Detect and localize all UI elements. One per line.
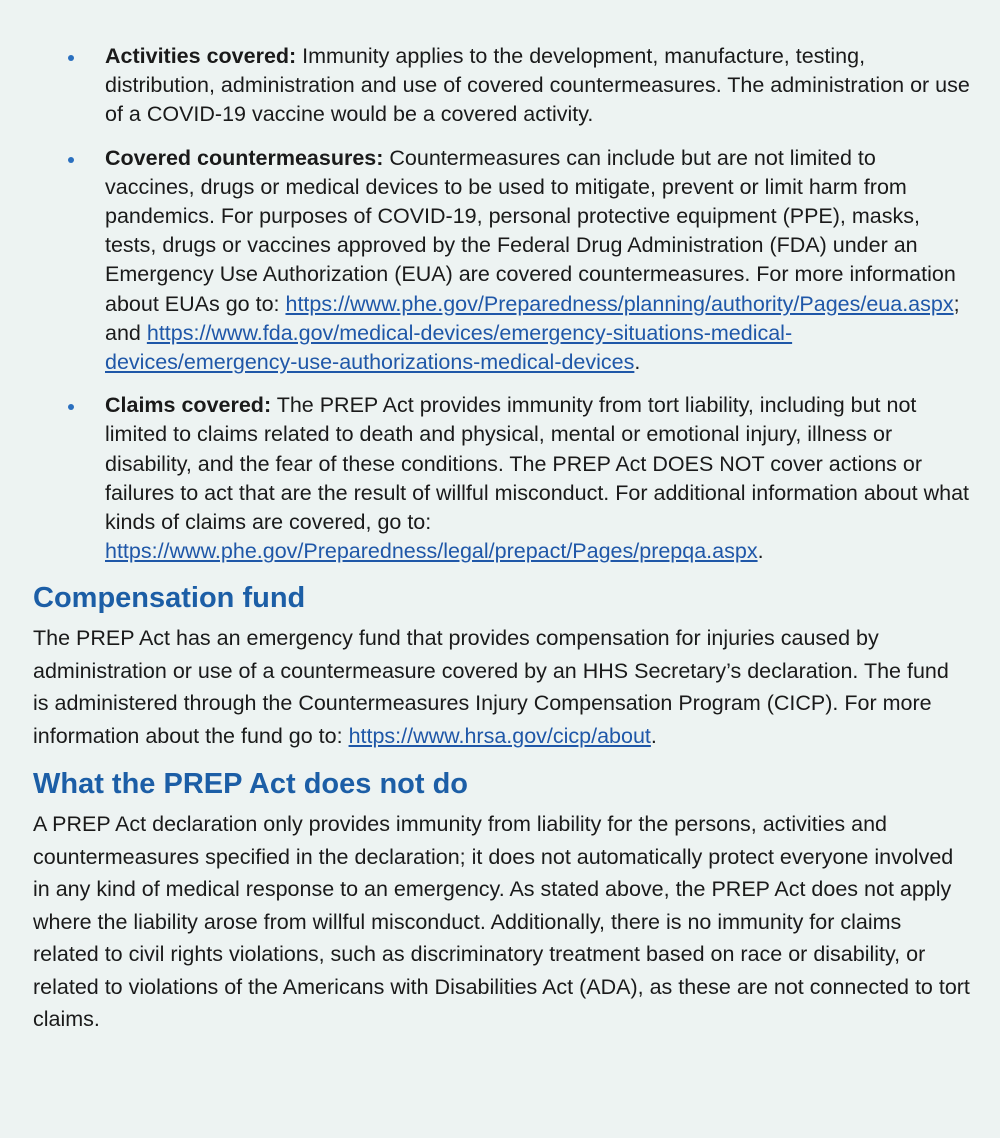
eua-link[interactable]: https://www.phe.gov/Preparedness/planning/authority/Pages/eua.aspx [285,291,954,316]
coverage-bullet-list [33,42,970,566]
bullet-text: The PREP Act provides immunity from tort liability, including but not limited to claims related to death and physical, mental or emotional injury, illness or disability, and the fear of these conditions. The PREP Act DOES NOT cover actions or failures to act that are the result of willful misconduct. For additional information about what kinds of claims are covered, go to: [105,393,970,535]
bullet-text-between: ; and [105,291,960,345]
bullet-claims-covered [33,391,970,566]
bullet-dot [68,157,74,163]
fda-eua-devices-link[interactable]: https://www.fda.gov/medical-devices/emergency-situations-medical-devices/emergency-use-authorizations-medical-devices [105,320,793,375]
bullet-term: Claims covered: [105,393,272,418]
paragraph-text: The PREP Act has an emergency fund that provides compensation for injuries caused by administration or use of a countermeasure covered by an HHS Secretary’s declaration. The fund is administered through the Countermeasures Injury Compensation Program (CICP). For more information about the fund go to: [33,626,949,748]
bullet-term: Activities covered: [105,44,297,68]
prepqa-link[interactable]: https://www.phe.gov/Preparedness/legal/prepact/Pages/prepqa.aspx [105,539,758,564]
bullet-activities-covered [33,42,970,130]
bullet-text-end: . [757,539,764,564]
paragraph-text-end: . [650,723,657,748]
compensation-fund-heading: Compensation fund [33,582,306,615]
does-not-do-heading: What the PREP Act does not do [33,768,469,801]
bullet-text: Immunity applies to the development, manufacture, testing, distribution, administration and use of covered countermeasures. The administration or use of a COVID-19 vaccine would be a covered activity. [105,44,970,127]
bullet-term: Covered countermeasures: [105,145,384,170]
compensation-fund-paragraph [33,622,970,752]
bullet-text-end: . [634,350,641,375]
bullet-text: Countermeasures can include but are not limited to vaccines, drugs or medical devices to be used to mitigate, prevent or limit harm from pandemics. For purposes of COVID-19, personal protective equipment (PPE), masks, tests, drugs or vaccines approved by the Federal Drug Administration (FDA) under an Emergency Use Authorization (EUA) are covered countermeasures. For more information about EUAs go to: [105,145,956,316]
bullet-dot [68,404,74,410]
does-not-do-paragraph: A PREP Act declaration only provides immunity from liability for the persons, activities and countermeasures specified in the declaration; it does not automatically protect everyone involved in any kind of medical response to an emergency. As stated above, the PREP Act does not apply where the liability arose from willful misconduct. Additionally, there is no immunity for claims related to civil rights violations, such as discriminatory treatment based on race or disability, or related to violations of the Americans with Disabilities Act (ADA), as these are not connected to tort claims. [33,812,970,1032]
bullet-covered-countermeasures [33,144,970,378]
bullet-dot [68,55,74,61]
cicp-link[interactable]: https://www.hrsa.gov/cicp/about [348,723,651,748]
